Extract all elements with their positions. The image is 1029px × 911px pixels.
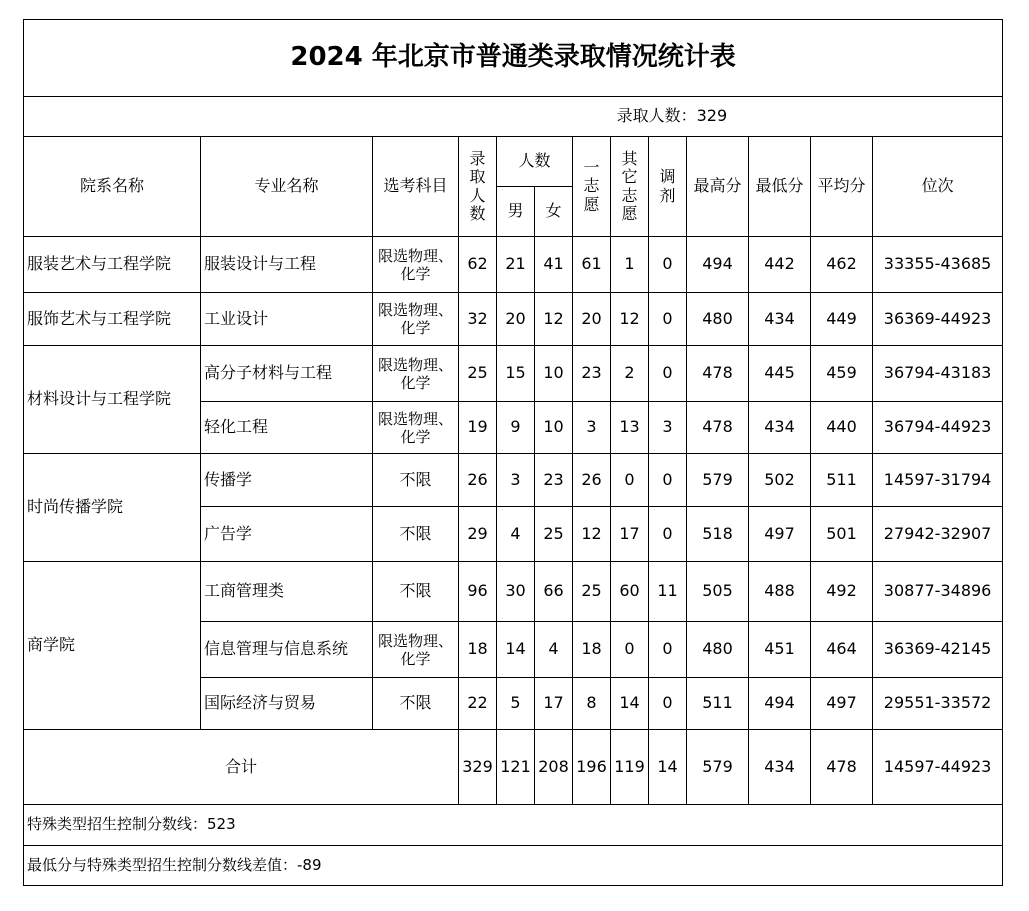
major-name: 工商管理类 xyxy=(201,562,373,622)
min-score: 494 xyxy=(749,678,811,730)
min-score: 442 xyxy=(749,237,811,293)
female-count: 66 xyxy=(535,562,573,622)
first-choice-count: 25 xyxy=(573,562,611,622)
adjusted-count: 0 xyxy=(649,507,687,562)
header-first-choice-char: 一 xyxy=(583,157,600,177)
female-count: 17 xyxy=(535,678,573,730)
admitted-count: 18 xyxy=(459,622,497,678)
college-name: 服装艺术与工程学院 xyxy=(24,237,201,293)
female-count: 4 xyxy=(535,622,573,678)
header-admitted-char: 取 xyxy=(469,167,486,187)
admitted-count: 25 xyxy=(459,346,497,402)
admitted-count: 22 xyxy=(459,678,497,730)
table-row xyxy=(24,293,1003,346)
other-choice-count: 14 xyxy=(611,678,649,730)
max-score: 579 xyxy=(687,454,749,507)
total-male: 121 xyxy=(497,730,535,805)
header-other-choice-char: 它 xyxy=(621,167,638,187)
header-first-choice xyxy=(573,137,611,237)
rank-range: 30877-34896 xyxy=(873,562,1003,622)
admitted-count: 19 xyxy=(459,402,497,454)
other-choice-count: 1 xyxy=(611,237,649,293)
rank-range: 29551-33572 xyxy=(873,678,1003,730)
major-name: 轻化工程 xyxy=(201,402,373,454)
major-name: 工业设计 xyxy=(201,293,373,346)
adjusted-count: 0 xyxy=(649,454,687,507)
header-rank: 位次 xyxy=(873,137,1003,237)
header-admitted-char: 人 xyxy=(469,185,486,205)
admitted-count: 62 xyxy=(459,237,497,293)
admitted-count: 29 xyxy=(459,507,497,562)
avg-score: 511 xyxy=(811,454,873,507)
header-adjusted-char: 调 xyxy=(659,167,676,187)
header-admitted-char: 录 xyxy=(469,148,486,168)
male-count: 20 xyxy=(497,293,535,346)
college-name: 时尚传播学院 xyxy=(24,454,201,562)
min-score: 502 xyxy=(749,454,811,507)
admission-statistics-table xyxy=(23,19,1003,886)
header-other-choice-char: 其 xyxy=(621,148,638,168)
min-score: 434 xyxy=(749,293,811,346)
max-score: 478 xyxy=(687,402,749,454)
subject-requirement: 限选物理、化学 xyxy=(373,402,459,454)
header-college: 院系名称 xyxy=(24,137,201,237)
avg-score: 464 xyxy=(811,622,873,678)
other-choice-count: 0 xyxy=(611,622,649,678)
total-female: 208 xyxy=(535,730,573,805)
first-choice-count: 26 xyxy=(573,454,611,507)
female-count: 23 xyxy=(535,454,573,507)
first-choice-count: 20 xyxy=(573,293,611,346)
header-admitted-char: 数 xyxy=(469,203,486,223)
first-choice-count: 23 xyxy=(573,346,611,402)
subject-requirement: 不限 xyxy=(373,678,459,730)
table-title: 2024 年北京市普通类录取情况统计表 xyxy=(24,20,1003,97)
min-score: 445 xyxy=(749,346,811,402)
first-choice-count: 3 xyxy=(573,402,611,454)
avg-score: 462 xyxy=(811,237,873,293)
subject-requirement: 限选物理、化学 xyxy=(373,346,459,402)
header-avg-score: 平均分 xyxy=(811,137,873,237)
male-count: 14 xyxy=(497,622,535,678)
adjusted-count: 0 xyxy=(649,293,687,346)
avg-score: 501 xyxy=(811,507,873,562)
max-score: 494 xyxy=(687,237,749,293)
total-min-score: 434 xyxy=(749,730,811,805)
header-admitted xyxy=(459,137,497,237)
control-score-line: 特殊类型招生控制分数线：523 xyxy=(24,805,1003,846)
total-max-score: 579 xyxy=(687,730,749,805)
adjusted-count: 0 xyxy=(649,678,687,730)
major-name: 服装设计与工程 xyxy=(201,237,373,293)
admitted-total-label: 录取人数： xyxy=(616,106,697,126)
min-score: 488 xyxy=(749,562,811,622)
male-count: 15 xyxy=(497,346,535,402)
first-choice-count: 18 xyxy=(573,622,611,678)
subject-requirement: 不限 xyxy=(373,454,459,507)
min-score: 434 xyxy=(749,402,811,454)
avg-score: 440 xyxy=(811,402,873,454)
subject-requirement: 不限 xyxy=(373,507,459,562)
admitted-total-summary xyxy=(24,97,1003,137)
rank-range: 27942-32907 xyxy=(873,507,1003,562)
min-score: 497 xyxy=(749,507,811,562)
adjusted-count: 0 xyxy=(649,237,687,293)
female-count: 10 xyxy=(535,402,573,454)
header-adjusted-char: 剂 xyxy=(659,185,676,205)
header-other-choice-char: 愿 xyxy=(621,203,638,223)
female-count: 10 xyxy=(535,346,573,402)
header-first-choice-char: 志 xyxy=(583,176,600,196)
total-adjusted: 14 xyxy=(649,730,687,805)
adjusted-count: 0 xyxy=(649,622,687,678)
adjusted-count: 0 xyxy=(649,346,687,402)
rank-range: 36794-43183 xyxy=(873,346,1003,402)
max-score: 480 xyxy=(687,293,749,346)
header-min-score: 最低分 xyxy=(749,137,811,237)
female-count: 41 xyxy=(535,237,573,293)
score-difference-line: 最低分与特殊类型招生控制分数线差值：-89 xyxy=(24,846,1003,886)
adjusted-count: 11 xyxy=(649,562,687,622)
college-name: 材料设计与工程学院 xyxy=(24,346,201,454)
male-count: 30 xyxy=(497,562,535,622)
college-name: 服饰艺术与工程学院 xyxy=(24,293,201,346)
male-count: 21 xyxy=(497,237,535,293)
first-choice-count: 61 xyxy=(573,237,611,293)
admitted-count: 96 xyxy=(459,562,497,622)
total-row xyxy=(24,730,1003,805)
rank-range: 33355-43685 xyxy=(873,237,1003,293)
max-score: 505 xyxy=(687,562,749,622)
female-count: 12 xyxy=(535,293,573,346)
major-name: 传播学 xyxy=(201,454,373,507)
male-count: 9 xyxy=(497,402,535,454)
subject-requirement: 限选物理、化学 xyxy=(373,622,459,678)
header-male: 男 xyxy=(497,187,535,237)
major-name: 广告学 xyxy=(201,507,373,562)
header-adjusted xyxy=(649,137,687,237)
admitted-count: 26 xyxy=(459,454,497,507)
max-score: 511 xyxy=(687,678,749,730)
total-label: 合计 xyxy=(24,730,459,805)
max-score: 480 xyxy=(687,622,749,678)
major-name: 国际经济与贸易 xyxy=(201,678,373,730)
first-choice-count: 12 xyxy=(573,507,611,562)
rank-range: 36369-42145 xyxy=(873,622,1003,678)
avg-score: 449 xyxy=(811,293,873,346)
total-rank-range: 14597-44923 xyxy=(873,730,1003,805)
header-gender-group: 人数 xyxy=(497,137,573,187)
avg-score: 459 xyxy=(811,346,873,402)
male-count: 4 xyxy=(497,507,535,562)
max-score: 478 xyxy=(687,346,749,402)
other-choice-count: 0 xyxy=(611,454,649,507)
first-choice-count: 8 xyxy=(573,678,611,730)
header-other-choice xyxy=(611,137,649,237)
min-score: 451 xyxy=(749,622,811,678)
subject-requirement: 限选物理、化学 xyxy=(373,293,459,346)
rank-range: 36794-44923 xyxy=(873,402,1003,454)
other-choice-count: 17 xyxy=(611,507,649,562)
total-other-choice: 119 xyxy=(611,730,649,805)
other-choice-count: 2 xyxy=(611,346,649,402)
total-avg-score: 478 xyxy=(811,730,873,805)
subject-requirement: 限选物理、化学 xyxy=(373,237,459,293)
table-row xyxy=(24,237,1003,293)
table-row xyxy=(24,454,1003,507)
major-name: 高分子材料与工程 xyxy=(201,346,373,402)
subject-requirement: 不限 xyxy=(373,562,459,622)
rank-range: 14597-31794 xyxy=(873,454,1003,507)
avg-score: 497 xyxy=(811,678,873,730)
major-name: 信息管理与信息系统 xyxy=(201,622,373,678)
header-max-score: 最高分 xyxy=(687,137,749,237)
header-subjects: 选考科目 xyxy=(373,137,459,237)
rank-range: 36369-44923 xyxy=(873,293,1003,346)
header-major: 专业名称 xyxy=(201,137,373,237)
table-row xyxy=(24,346,1003,402)
other-choice-count: 60 xyxy=(611,562,649,622)
college-name: 商学院 xyxy=(24,562,201,730)
header-other-choice-char: 志 xyxy=(621,185,638,205)
other-choice-count: 13 xyxy=(611,402,649,454)
other-choice-count: 12 xyxy=(611,293,649,346)
admitted-count: 32 xyxy=(459,293,497,346)
header-female: 女 xyxy=(535,187,573,237)
total-admitted: 329 xyxy=(459,730,497,805)
total-first-choice: 196 xyxy=(573,730,611,805)
female-count: 25 xyxy=(535,507,573,562)
table-row xyxy=(24,562,1003,622)
male-count: 5 xyxy=(497,678,535,730)
header-first-choice-char: 愿 xyxy=(583,194,600,214)
max-score: 518 xyxy=(687,507,749,562)
adjusted-count: 3 xyxy=(649,402,687,454)
avg-score: 492 xyxy=(811,562,873,622)
admitted-total-value: 329 xyxy=(696,106,728,126)
male-count: 3 xyxy=(497,454,535,507)
